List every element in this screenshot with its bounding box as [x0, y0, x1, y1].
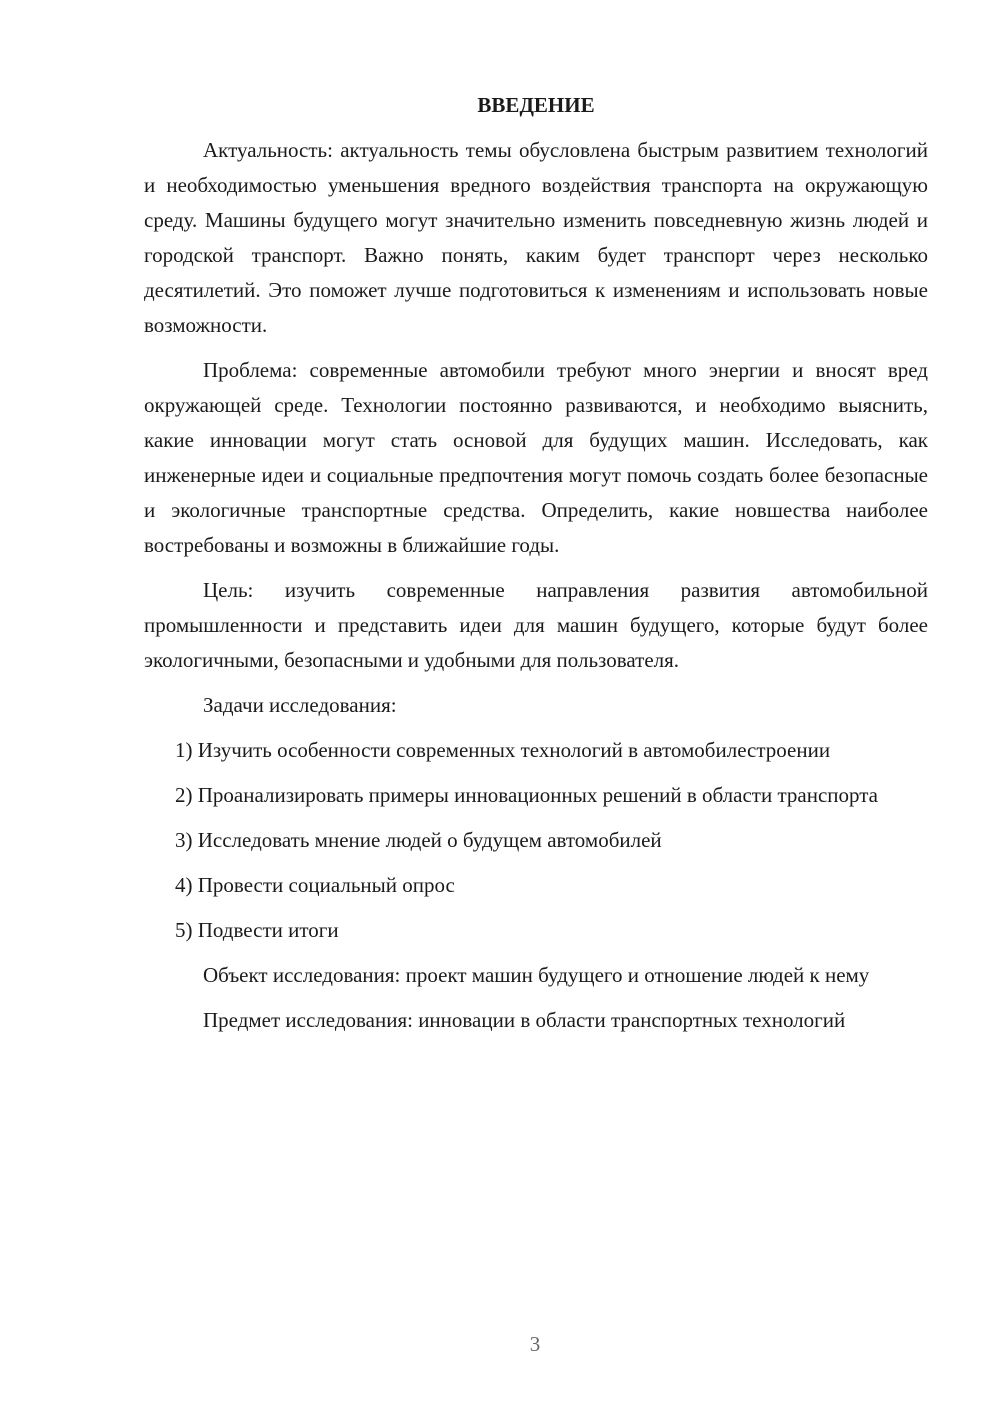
section-title: ВВЕДЕНИЕ — [477, 93, 595, 117]
object-paragraph: Объект исследования: проект машин будущего и отношение людей к нему — [203, 963, 870, 987]
page-content — [144, 88, 928, 1048]
page-number: 3 — [529, 1332, 541, 1356]
task-item-4: 4) Провести социальный опрос — [175, 873, 455, 897]
goal-paragraph: Цель: изучить современные направления развития автомобильной промышленности и представить идеи для машин будущего, которые будут более экологичными, безопасными и удобными для пользователя. — [144, 578, 928, 672]
task-item-1: 1) Изучить особенности современных технологий в автомобилестроении — [175, 738, 831, 762]
tasks-heading: Задачи исследования: — [203, 693, 397, 717]
subject-paragraph: Предмет исследования: инновации в области транспортных технологий — [203, 1008, 846, 1032]
relevance-paragraph: Актуальность: актуальность темы обусловлена быстрым развитием технологий и необходимостью уменьшения вредного воздействия транспорта на окружающую среду. Машины будущего могут значительно изменить повседневную жизнь людей и городской транспорт. Важно понять, каким будет транспорт через несколько десятилетий. Это поможет лучше подготовиться к изменениям и использовать новые возможности. — [144, 138, 928, 337]
task-item-5: 5) Подвести итоги — [175, 918, 339, 942]
task-item-2: 2) Проанализировать примеры инновационных решений в области транспорта — [175, 783, 878, 807]
task-item-3: 3) Исследовать мнение людей о будущем автомобилей — [175, 828, 662, 852]
problem-paragraph: Проблема: современные автомобили требуют много энергии и вносят вред окружающей среде. Технологии постоянно развиваются, и необходимо выяснить, какие инновации могут стать основой для будущих машин. Исследовать, как инженерные идеи и социальные предпочтения могут помочь создать более безопасные и экологичные транспортные средства. Определить, какие новшества наиболее востребованы и возможны в ближайшие годы. — [144, 358, 928, 557]
